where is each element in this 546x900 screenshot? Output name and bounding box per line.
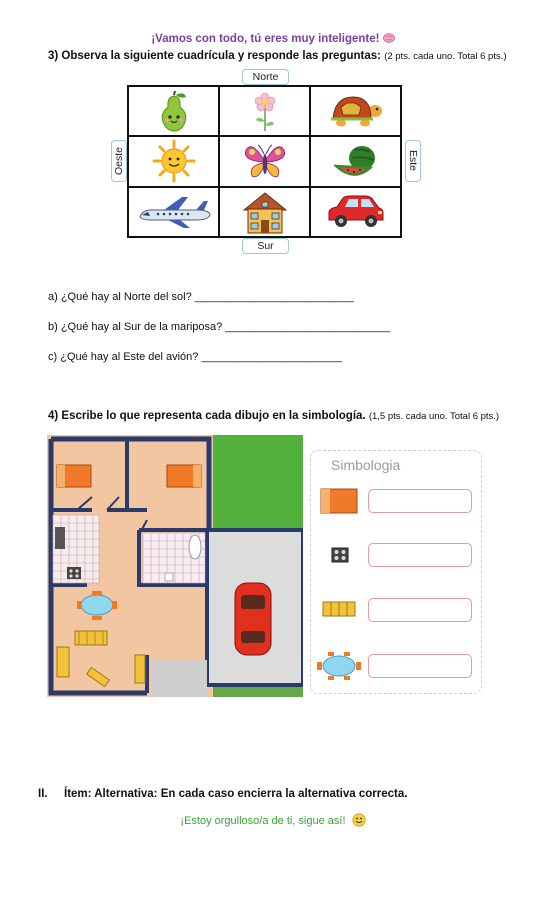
legend-answer-field-3[interactable] [368, 598, 472, 622]
question-4-title: 4) Escribe lo que representa cada dibujo en la simbología. (1,5 pts. cada uno. Total 6 pts.) [48, 410, 500, 422]
north-label: Norte [242, 69, 289, 85]
motto-line: ¡Vamos con todo, tú eres muy inteligente! [0, 33, 546, 45]
question-3a: a) ¿Qué hay al Norte del sol? __________________________ [48, 291, 354, 303]
question-3b: b) ¿Qué hay al Sur de la mariposa? ___________________________ [48, 321, 391, 333]
stove-symbol-icon [331, 547, 349, 563]
section-2-title: Ítem: Alternativa: En cada caso encierra la alternativa correcta. [64, 788, 408, 800]
sun-icon [152, 139, 196, 183]
floor-plan-image [47, 435, 303, 697]
south-label: Sur [242, 238, 289, 254]
smiley-icon [352, 813, 366, 827]
grid-cell-north-east [310, 86, 401, 136]
grid-cell-north [219, 86, 310, 136]
grid-cell-west [128, 136, 219, 186]
brain-icon [383, 33, 395, 43]
grid-cell-south-west [128, 187, 219, 237]
watermelon-icon [334, 144, 378, 178]
grid-cell-south-east [310, 187, 401, 237]
turtle-icon [327, 91, 385, 131]
east-label: Este [405, 140, 421, 182]
west-label: Oeste [111, 140, 127, 182]
picture-grid [127, 85, 402, 238]
flower-icon [250, 89, 280, 133]
grid-cell-east [310, 136, 401, 186]
legend-answer-field-4[interactable] [368, 654, 472, 678]
pear-icon [154, 89, 194, 133]
question-3c: c) ¿Qué hay al Este del avión? _______________________ [48, 351, 343, 363]
grid-cell-north-west [128, 86, 219, 136]
dining-table-symbol-icon [316, 651, 362, 681]
bed-symbol-icon [320, 488, 358, 514]
grid-cell-center [219, 136, 310, 186]
airplane-icon [136, 195, 212, 229]
grid-cell-south [219, 187, 310, 237]
sofa-symbol-icon [322, 601, 356, 617]
house-icon [242, 190, 288, 234]
legend-answer-field-2[interactable] [368, 543, 472, 567]
car-icon [325, 194, 387, 230]
butterfly-icon [242, 140, 288, 182]
legend-title: Simbologia [331, 457, 401, 473]
section-2-number: II. [38, 788, 48, 800]
encouragement-line: ¡Estoy orgulloso/a de ti, sigue así! [0, 813, 546, 827]
question-3-title: 3) Observa la siguiente cuadrícula y responde las preguntas: (2 pts. cada uno. Total 6 pts.) [48, 50, 507, 62]
legend-answer-field-1[interactable] [368, 489, 472, 513]
